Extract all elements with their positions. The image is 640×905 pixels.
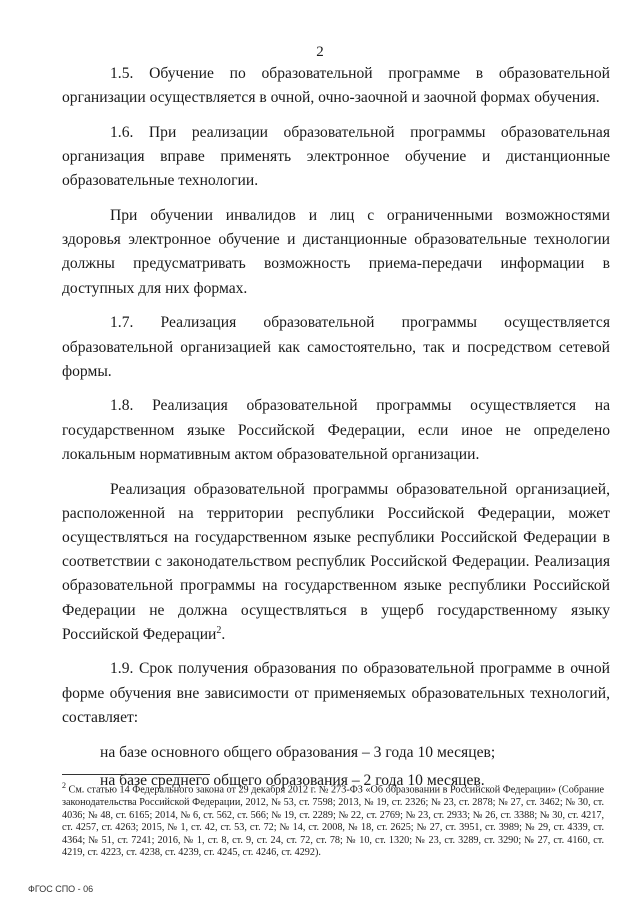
duration-secondary-education: на базе среднего общего образования – 2 года 10 месяцев. xyxy=(100,771,485,789)
duration-basic-education: на базе основного общего образования – 3 года 10 месяцев; xyxy=(100,743,496,761)
document-code-stamp: ФГОС СПО - 06 xyxy=(28,884,94,894)
paragraph-disabled-learners: При обучении инвалидов и лиц с ограниченными возможностями здоровья электронное обучение и дистанционные образовательные технологии должны предусматривать возможность приема-передачи информации в доступных для них формах. xyxy=(62,207,610,297)
footnote-reference: 2 xyxy=(216,624,222,636)
footnote-separator xyxy=(62,774,210,775)
paragraph-1-8: 1.8. Реализация образовательной программы осуществляется на государственном языке Российской Федерации, если иное не определено локальным нормативным актом образовательной организации. xyxy=(62,397,610,463)
footnote-marker: 2 xyxy=(62,781,66,790)
document-body xyxy=(62,62,610,797)
page-number: 2 xyxy=(316,44,324,60)
paragraph-republic-language-text: Реализация образовательной программы образовательной организацией, расположенной на территории республики Российской Федерации, может осуществляться на государственном языке республики Российской Федерации в соответствии с законодательством республик Российской Федерации. Реализация образовательной программы на государственном языке республики Российской Федерации не должна осуществляться в ущерб государственному языку Российской Федерации xyxy=(62,480,610,643)
footnote xyxy=(62,780,604,860)
paragraph-1-9: 1.9. Срок получения образования по образовательной программе в очной форме обучения вне зависимости от применяемых образовательных технологий, составляет: xyxy=(62,660,610,726)
paragraph-1-7: 1.7. Реализация образовательной программы осуществляется образовательной организацией как самостоятельно, так и посредством сетевой формы. xyxy=(62,314,610,380)
paragraph-1-6: 1.6. При реализации образовательной программы образовательная организация вправе применять электронное обучение и дистанционные образовательные технологии. xyxy=(62,123,610,190)
paragraph-1-5: 1.5. Обучение по образовательной программе в образовательной организации осуществляется в очной, очно-заочной и заочной формах обучения. xyxy=(62,65,610,107)
footnote-text: См. статью 14 Федерального закона от 29 декабря 2012 г. № 273-ФЗ «Об образовании в Российской Федерации» (Собрание законодательства Российской Федерации, 2012, № 53, ст. 7598; 2013, № 19, ст. 2326; № 23, ст. 2878; № 27, ст. 3462; № 30, ст. 4036; № 48, ст. 6165; 2014, № 6, ст. 562, ст. 566; № 19, ст. 2289; № 22, ст. 2769; № 23, ст. 2933; № 26, ст. 3388; № 30, ст. 4217, ст. 4257, ст. 4263; 2015, № 1, ст. 42, ст. 53, ст. 72; № 14, ст. 2008, № 18, ст. 2625; № 27, ст. 3951, ст. 3989; № 29, ст. 4339, ст. 4364; № 51, ст. 7241; 2016, № 1, ст. 8, ст. 9, ст. 24, ст. 72, ст. 78; № 10, ст. 1320; № 23, ст. 3289, ст. 3290; № 27, ст. 4160, ст. 4219, ст. 4223, ст. 4238, ст. 4239, ст. 4245, ст. 4246, ст. 4292). xyxy=(62,784,605,859)
paragraph-republic-language: Реализация образовательной программы образовательной организацией, расположенной на территории республики Российской Федерации, может осуществляться на государственном языке республики Российской Федерации в соответствии с законодательством республик Российской Федерации. Реализация образовательной программы на государственном языке республики Российской Федерации не должна осуществляться в ущерб государственному языку Российской Федерации$^2$. xyxy=(62,480,610,643)
